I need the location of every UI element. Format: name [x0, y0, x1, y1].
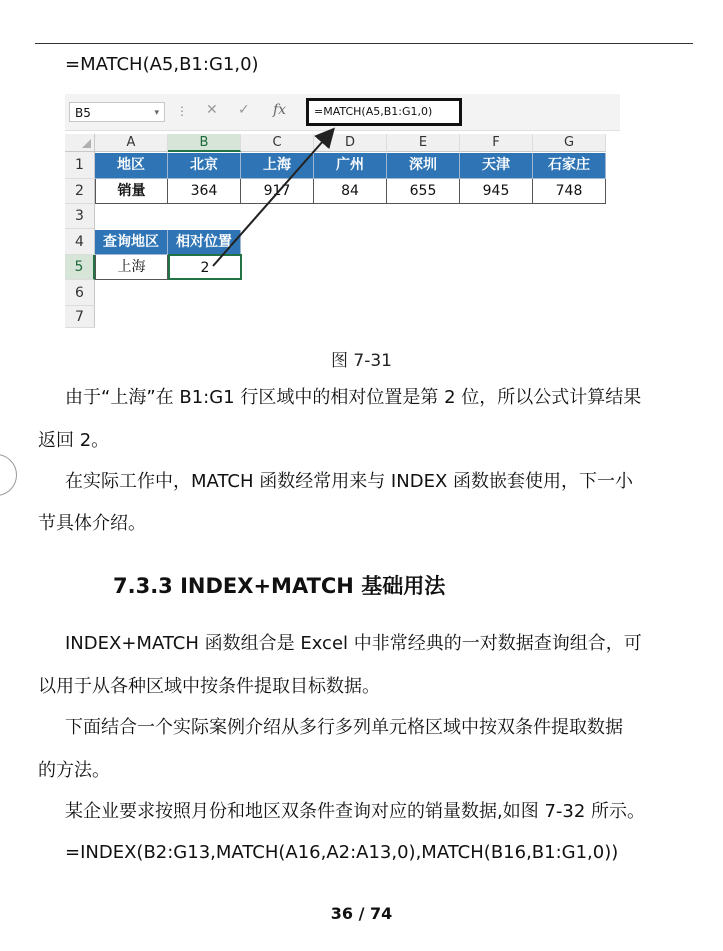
- close-icon: ✕: [206, 102, 218, 118]
- fx-icon: fx: [273, 102, 287, 118]
- cell-a4: 查询地区: [95, 230, 168, 255]
- cell-a1: 地区: [95, 153, 168, 179]
- paragraph-4-line-1: 下面结合一个实际案例介绍从多行多列单元格区域中按双条件提取数据: [65, 717, 623, 738]
- paragraph-3-line-1: INDEX+MATCH 函数组合是 Excel 中非常经典的一对数据查询组合，可: [65, 633, 642, 654]
- cell-d1: 广州: [314, 153, 387, 179]
- cell-a5: 上海: [95, 255, 168, 280]
- row-header-7: 7: [65, 306, 95, 328]
- row-header-2: 2: [65, 179, 95, 204]
- row-header-3: 3: [65, 204, 95, 229]
- paragraph-2-line-2: 节具体介绍。: [38, 513, 146, 534]
- figure-caption: 图 7-31: [331, 351, 392, 371]
- cell-b2: 364: [168, 179, 241, 204]
- column-header-d: D: [314, 134, 387, 152]
- paragraph-2-line-1: 在实际工作中，MATCH 函数经常用来与 INDEX 函数嵌套使用，下一小: [65, 471, 633, 492]
- column-header-a: A: [95, 134, 168, 152]
- row-header-4: 4: [65, 229, 95, 255]
- side-tab-circle[interactable]: [0, 454, 17, 496]
- chevron-down-icon: ▾: [154, 108, 159, 118]
- excel-screenshot: [65, 94, 620, 328]
- formula-text: =MATCH(A5,B1:G1,0): [65, 54, 259, 75]
- cell-f1: 天津: [460, 153, 533, 179]
- cell-g1: 石家庄: [533, 153, 606, 179]
- row-header-6: 6: [65, 280, 95, 306]
- cell-d2: 84: [314, 179, 387, 204]
- cell-f2: 945: [460, 179, 533, 204]
- arrow-annotation: [65, 94, 620, 328]
- cell-g2: 748: [533, 179, 606, 204]
- column-header-c: C: [241, 134, 314, 152]
- formula-bottom: =INDEX(B2:G13,MATCH(A16,A2:A13,0),MATCH(B16,B1:G1,0)): [65, 842, 619, 863]
- cell-c1: 上海: [241, 153, 314, 179]
- paragraph-1-line-2: 返回 2。: [38, 430, 110, 451]
- header-rule: [35, 43, 693, 44]
- paragraph-5: 某企业要求按照月份和地区双条件查询对应的销量数据,如图 7-32 所示。: [65, 801, 646, 822]
- paragraph-4-line-2: 的方法。: [38, 760, 110, 781]
- cell-c2: 917: [241, 179, 314, 204]
- row-header-5: 5: [65, 255, 95, 280]
- paragraph-3-line-2: 以用于从各种区域中按条件提取目标数据。: [38, 676, 380, 697]
- cell-e2: 655: [387, 179, 460, 204]
- row-header-1: 1: [65, 152, 95, 179]
- column-header-g: G: [533, 134, 606, 152]
- cell-a2: 销量: [95, 179, 168, 204]
- cell-b5-active: 2: [168, 254, 242, 280]
- column-header-f: F: [460, 134, 533, 152]
- cell-e1: 深圳: [387, 153, 460, 179]
- paragraph-1-line-1: 由于“上海”在 B1:G1 行区域中的相对位置是第 2 位，所以公式计算结果: [65, 387, 642, 408]
- column-header-b: B: [168, 134, 241, 152]
- name-box-value: B5: [75, 106, 91, 120]
- page-number: 36 / 74: [330, 904, 393, 923]
- section-heading: 7.3.3 INDEX+MATCH 基础用法: [113, 574, 446, 598]
- column-header-e: E: [387, 134, 460, 152]
- cell-b1: 北京: [168, 153, 241, 179]
- check-icon: ✓: [238, 102, 250, 118]
- more-icon: ⋮: [176, 104, 188, 118]
- formula-field: =MATCH(A5,B1:G1,0): [306, 98, 462, 126]
- cell-b4: 相对位置: [168, 230, 241, 255]
